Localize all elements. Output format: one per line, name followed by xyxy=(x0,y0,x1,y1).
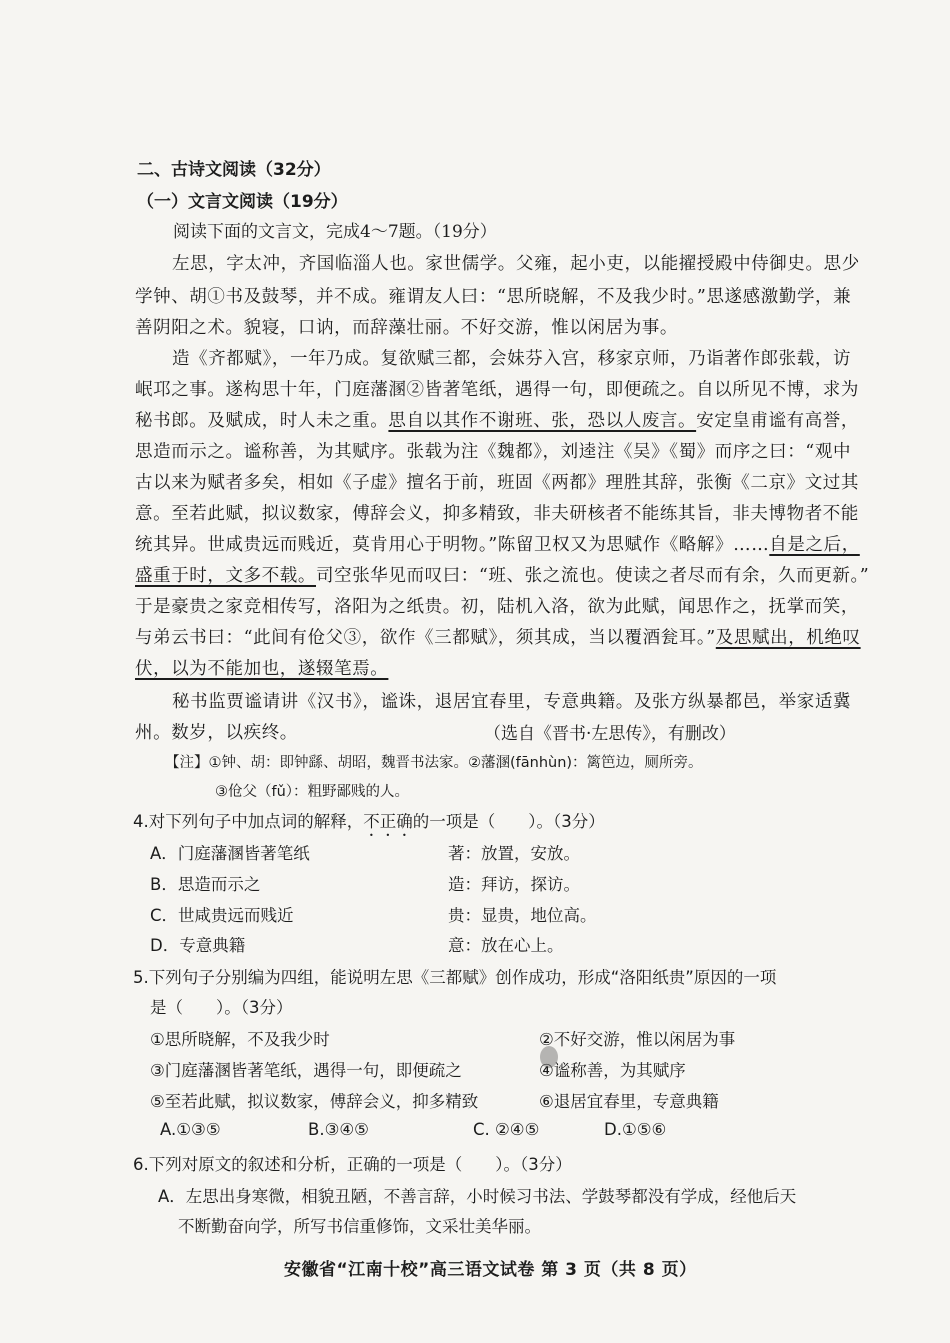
q5-choice-c: C. ②④⑤ xyxy=(473,1120,540,1139)
underlined-sentence: 思自以其作不谢班、张，恐以人废言。 xyxy=(388,411,697,431)
q5-item-3: ③门庭藩溷皆著笔纸，遇得一句，即便疏之 xyxy=(150,1061,462,1080)
passage-line: 秘书监贾谧请讲《汉书》，谧诛，退居宜春里，专意典籍。及张方纵暴都邑，举家适冀 xyxy=(172,692,852,712)
emphasis-text: 不正确 xyxy=(363,812,413,831)
page-footer: 安徽省“江南十校”高三语文试卷 第 3 页（共 8 页） xyxy=(284,1260,697,1280)
q5-item-1: ①思所晓解，不及我少时 xyxy=(150,1030,330,1049)
stem-text: 4.对下列句子中加点词的解释， xyxy=(133,812,364,831)
underlined-sentence: 自是之后， xyxy=(769,535,860,555)
passage-line: 意。至若此赋，拟议数家，傅辞会义，抑多精致，非夫研核者不能练其旨，非夫博物者不能 xyxy=(135,504,859,524)
q4-option-b-explain: 造：拜访，探访。 xyxy=(448,875,580,894)
q5-choice-a: A.①③⑤ xyxy=(160,1120,221,1139)
question-6-stem: 6.下列对原文的叙述和分析，正确的一项是（ ）。（3分） xyxy=(133,1155,572,1174)
passage-line: 思造而示之。谧称善，为其赋序。张载为注《魏都》，刘逵注《吴》《蜀》而序之曰：“观中 xyxy=(135,442,852,462)
passage-text: 司空张华见而叹曰：“班、张之流也。使读之者尽而有余，久而更新。” xyxy=(316,566,870,586)
underlined-sentence: 及思赋出，机绝叹 xyxy=(715,628,861,648)
passage-text: 秘书郎。及赋成，时人未之重。 xyxy=(135,411,389,431)
note-line: 【注】①钟、胡：即钟繇、胡昭，魏晋书法家。②藩溷(fānhùn)：篱笆边，厕所旁。 xyxy=(165,755,703,771)
note-line: ③伧父（fǔ）：粗野鄙贱的人。 xyxy=(215,784,410,800)
q5-choice-d: D.①⑤⑥ xyxy=(604,1120,667,1139)
q5-choice-b: B.③④⑤ xyxy=(308,1120,369,1139)
q4-option-c-explain: 贵：显贵，地位高。 xyxy=(448,906,597,925)
passage-line: 古以来为赋者多矣，相如《子虚》擅名于前，班固《两都》理胜其辞，张衡《二京》文过其 xyxy=(135,473,859,493)
passage-text: 统其异。世咸贵远而贱近，莫肯用心于明物。”陈留卫权又为思赋作《略解》…… xyxy=(135,535,770,555)
passage-line: 岷邛之事。遂构思十年，门庭藩溷②皆著笔纸，遇得一句，即便疏之。自以所见不博，求为 xyxy=(135,380,859,400)
question-5-stem-cont: 是（ ）。（3分） xyxy=(150,998,293,1017)
passage-line: 州。数岁，以疾终。 xyxy=(135,723,298,743)
passage-line xyxy=(135,531,860,556)
question-4-stem xyxy=(133,808,605,840)
passage-line: 善阴阳之术。貌寝，口讷，而辞藻壮丽。不好交游，惟以闲居为事。 xyxy=(135,318,678,338)
q4-option-d-explain: 意：放在心上。 xyxy=(448,936,564,955)
subsection-title: （一）文言文阅读（19分） xyxy=(137,192,348,212)
passage-line xyxy=(135,624,861,649)
q4-option-d: D．专意典籍 xyxy=(150,936,246,955)
passage-line: 学钟、胡①书及鼓琴，并不成。雍谓友人曰：“思所晓解，不及我少时。”思遂感激勤学，兼 xyxy=(135,287,852,307)
q5-item-5: ⑤至若此赋，拟议数家，傅辞会义，抑多精致 xyxy=(150,1092,479,1111)
instruction: 阅读下面的文言文，完成4～7题。（19分） xyxy=(173,222,497,242)
q5-item-2: ②不好交游，惟以闲居为事 xyxy=(539,1030,736,1049)
source-citation: （选自《晋书·左思传》，有删改） xyxy=(484,724,736,744)
question-5-stem: 5.下列句子分别编为四组，能说明左思《三都赋》创作成功，形成“洛阳纸贵”原因的一项 xyxy=(133,968,777,987)
q4-option-a-explain: 著：放置，安放。 xyxy=(448,844,580,863)
passage-line: 于是豪贵之家竞相传写，洛阳为之纸贵。初，陆机入洛，欲为此赋，闻思作之，抚掌而笑， xyxy=(135,597,859,617)
scan-smudge xyxy=(540,1046,558,1068)
q5-item-4: ④谧称善，为其赋序 xyxy=(539,1061,686,1080)
q4-option-a: A．门庭藩溷皆著笔纸 xyxy=(150,844,310,863)
q4-option-c: C．世咸贵远而贱近 xyxy=(150,906,294,925)
stem-text: 的一项是（ ）。（3分） xyxy=(412,812,605,831)
underlined-sentence: 盛重于时，文多不载。 xyxy=(135,566,316,586)
q6-option-a: A．左思出身寒微，相貌丑陋，不善言辞，小时候习书法、学鼓琴都没有学成，经他后天 xyxy=(158,1187,797,1206)
passage-line xyxy=(135,407,859,432)
passage-line xyxy=(135,562,869,587)
passage-line xyxy=(135,655,388,680)
passage-text: 与弟云书曰：“此间有伧父③，欲作《三都赋》，须其成，当以覆酒瓮耳。” xyxy=(135,628,716,648)
section-title: 二、古诗文阅读（32分） xyxy=(137,160,331,180)
passage-line: 左思，字太冲，齐国临淄人也。家世儒学。父雍，起小吏，以能擢授殿中侍御史。思少 xyxy=(172,254,860,274)
q4-option-b: B．思造而示之 xyxy=(150,875,261,894)
q6-option-a-cont: 不断勤奋向学，所写书信重修饰，文采壮美华丽。 xyxy=(178,1217,541,1236)
underlined-sentence: 伏，以为不能加也，遂辍笔焉。 xyxy=(135,659,389,679)
passage-line: 造《齐都赋》，一年乃成。复欲赋三都，会妹芬入宫，移家京师，乃诣著作郎张载，访 xyxy=(172,349,852,369)
q5-item-6: ⑥退居宜春里，专意典籍 xyxy=(539,1092,719,1111)
passage-text: 安定皇甫谧有高誉， xyxy=(696,411,860,431)
